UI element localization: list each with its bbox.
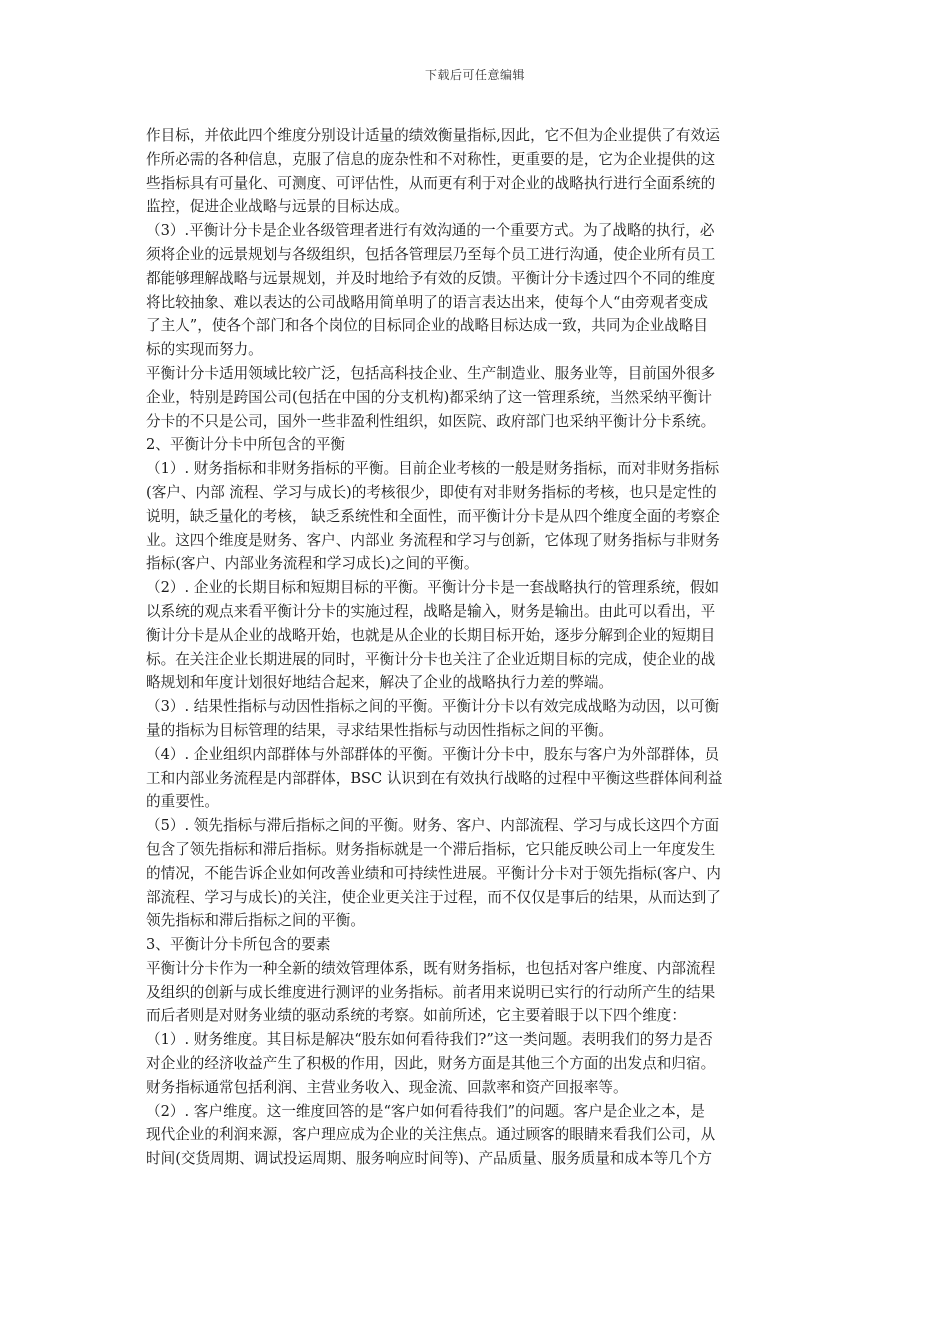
text-line: 作所必需的各种信息，克服了信息的庞杂性和不对称性，更重要的是，它为企业提供的这 [146, 150, 716, 168]
text-line: 包含了领先指标和滞后指标。财务指标就是一个滞后指标，它只能反映公司上一年度发生 [146, 840, 716, 858]
text-line: 业。这四个维度是财务、客户、内部业 务流程和学习与创新，它体现了财务指标与非财务 [146, 531, 720, 549]
text-line: （5）. 领先指标与滞后指标之间的平衡。财务、客户、内部流程、学习与成长这四个方面 [146, 817, 720, 835]
text-line: 的重要性。 [146, 793, 219, 811]
text-line: 监控，促进企业战略与远景的目标达成。 [146, 198, 409, 216]
text-line: 财务指标通常包括利润、主营业务收入、现金流、回款率和资产回报率等。 [146, 1078, 628, 1096]
text-line: （3）.平衡计分卡是企业各级管理者进行有效沟通的一个重要方式。为了战略的执行，必 [146, 222, 715, 240]
text-line: 说明，缺乏量化的考核， 缺乏系统性和全面性，而平衡计分卡是从四个维度全面的考察企 [146, 507, 720, 525]
text-line: 分卡的不只是公司，国外一些非盈利性组织，如医院、政府部门也采纳平衡计分卡系统。 [146, 412, 716, 430]
text-line: （2）. 企业的长期目标和短期目标的平衡。平衡计分卡是一套战略执行的管理系统，假如 [146, 579, 720, 597]
page-header: 下载后可任意编辑 [424, 68, 525, 82]
text-line: （2）. 客户维度。这一维度回答的是“客户如何看待我们”的问题。客户是企业之本，是 [146, 1102, 705, 1120]
text-line: 2、平衡计分卡中所包含的平衡 [146, 436, 346, 454]
text-line: 须将企业的远景规划与各级组织，包括各管理层乃至每个员工进行沟通，使企业所有员工 [146, 245, 716, 263]
text-line: 以系统的观点来看平衡计分卡的实施过程，战略是输入，财务是输出。由此可以看出，平 [146, 602, 716, 620]
text-line: 平衡计分卡作为一种全新的绩效管理体系，既有财务指标，也包括对客户维度、内部流程 [146, 959, 716, 977]
text-line: 标。在关注企业长期进展的同时，平衡计分卡也关注了企业近期目标的完成，使企业的战 [146, 650, 716, 668]
text-line: 现代企业的利润来源，客户理应成为企业的关注焦点。通过顾客的眼睛来看我们公司，从 [146, 1126, 716, 1144]
text-line: 而后者则是对财务业绩的驱动系统的考察。如前所述，它主要着眼于以下四个维度： [146, 1007, 686, 1025]
text-line: 平衡计分卡适用领域比较广泛，包括高科技企业、生产制造业、服务业等，目前国外很多 [146, 364, 716, 382]
text-line: 将比较抽象、难以表达的公司战略用简单明了的语言表达出来，使每个人“由旁观者变成 [146, 293, 709, 311]
text-line: 领先指标和滞后指标之间的平衡。 [146, 912, 365, 930]
text-line: (客户、内部 流程、学习与成长)的考核很少，即使有对非财务指标的考核，也只是定性的 [146, 483, 717, 501]
text-line: 量的指标为目标管理的结果，寻求结果性指标与动因性指标之间的平衡。 [146, 721, 614, 739]
text-line: 了主人”，使各个部门和各个岗位的目标同企业的战略目标达成一致，共同为企业战略目 [146, 317, 709, 335]
text-line: 标的实现而努力。 [146, 341, 263, 359]
text-line: （1）. 财务指标和非财务指标的平衡。目前企业考核的一般是财务指标，而对非财务指标 [146, 460, 720, 478]
document-body [146, 124, 810, 1171]
text-line: 都能够理解战略与远景规划，并及时地给予有效的反馈。平衡计分卡透过四个不同的维度 [146, 269, 716, 287]
text-line: （3）. 结果性指标与动因性指标之间的平衡。平衡计分卡以有效完成战略为动因，以可衡 [146, 698, 720, 716]
text-line: 些指标具有可量化、可测度、可评估性，从而更有利于对企业的战略执行进行全面系统的 [146, 174, 716, 192]
text-line: 工和内部业务流程是内部群体，BSC 认识到在有效执行战略的过程中平衡这些群体间利益 [146, 769, 723, 787]
text-line: 及组织的创新与成长维度进行测评的业务指标。前者用来说明已实行的行动所产生的结果 [146, 983, 716, 1001]
text-line: 时间(交货周期、调试投运周期、服务响应时间等)、产品质量、服务质量和成本等几个方 [146, 1150, 712, 1168]
text-line: 3、平衡计分卡所包含的要素 [146, 936, 331, 954]
text-line: 部流程、学习与成长)的关注，使企业更关注于过程，而不仅仅是事后的结果，从而达到了 [146, 888, 721, 906]
text-line: 略规划和年度计划很好地结合起来，解决了企业的战略执行力差的弊端。 [146, 674, 614, 692]
text-line: 衡计分卡是从企业的战略开始，也就是从企业的长期目标开始，逐步分解到企业的短期目 [146, 626, 716, 644]
text-line: 的情况，不能告诉企业如何改善业绩和可持续性进展。平衡计分卡对于领先指标(客户、内 [146, 864, 721, 882]
text-line: 对企业的经济收益产生了积极的作用，因此，财务方面是其他三个方面的出发点和归宿。 [146, 1055, 716, 1073]
text-line: 指标(客户、内部业务流程和学习成长)之间的平衡。 [146, 555, 479, 573]
text-line: 作目标，并依此四个维度分别设计适量的绩效衡量指标,因此，它不但为企业提供了有效运 [146, 127, 720, 144]
text-line: （1）. 财务维度。其目标是解决“股东如何看待我们?”这一类问题。表明我们的努力是否 [146, 1031, 713, 1049]
text-line: 企业，特别是跨国公司(包括在中国的分支机构)都采纳了这一管理系统，当然采纳平衡计 [146, 388, 712, 406]
text-line: （4）. 企业组织内部群体与外部群体的平衡。平衡计分卡中，股东与客户为外部群体，员 [146, 745, 720, 763]
